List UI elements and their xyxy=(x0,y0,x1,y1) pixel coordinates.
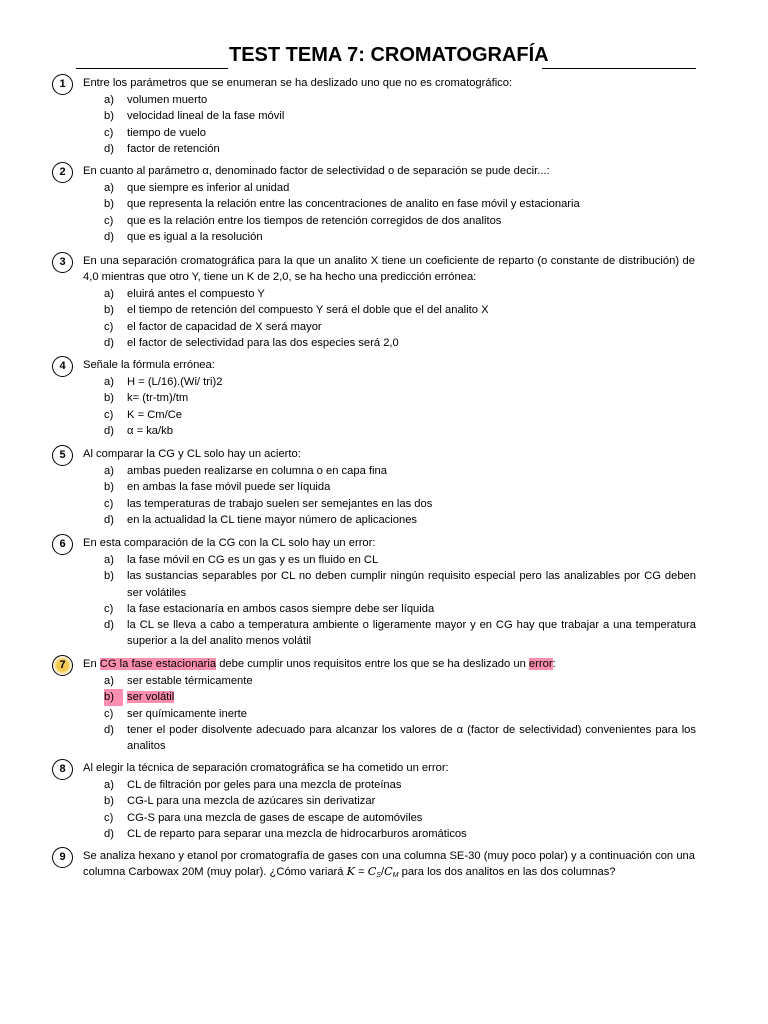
question-stem: En cuanto al parámetro α, denominado factor de selectividad o de separación se pude decir...: xyxy=(83,165,550,177)
question-stem: En una separación cromatográfica para la que un analito X tiene un coeficiente de reparto (o constante de distribución) de 4,0 mientras que otro Y, tiene un K de 2,0, se ha hecho una predicción errónea: xyxy=(83,255,695,284)
option-d: d) α = ka/kb xyxy=(104,424,173,437)
option-a: a) eluirá antes el compuesto Y xyxy=(104,288,265,300)
option-d: d) factor de retención xyxy=(104,142,220,155)
option-d: d) que es igual a la resolución xyxy=(104,230,263,243)
question-number: 8 xyxy=(52,759,73,780)
options-list xyxy=(104,777,696,842)
question-number: 1 xyxy=(52,74,73,95)
question-stem: En CG la fase estacionaria debe cumplir unos requisitos entre los que se ha deslizado un error: xyxy=(83,658,556,670)
option-c: c) el factor de capacidad de X será mayor xyxy=(104,320,322,333)
option-a: a) CL de filtración por geles para una mezcla de proteínas xyxy=(104,779,402,791)
option-b: b) el tiempo de retención del compuesto Y será el doble que el del analito X xyxy=(104,304,489,317)
options-list xyxy=(104,286,696,351)
option-b: b) que representa la relación entre las concentraciones de analito en fase móvil y estacionaria xyxy=(104,198,580,211)
question-stem: Señale la fórmula errónea: xyxy=(83,359,215,371)
option-b: b) CG-L para una mezcla de azúcares sin derivatizar xyxy=(104,795,376,808)
option-c: c) que es la relación entre los tiempos de retención corregidos de dos analitos xyxy=(104,214,502,227)
question-number: 4 xyxy=(52,356,73,377)
options-list xyxy=(104,673,696,754)
formula-k: K xyxy=(346,865,355,879)
option-a: a) volumen muerto xyxy=(104,94,208,106)
option-d: d) CL de reparto para separar una mezcla de hidrocarburos aromáticos xyxy=(104,827,467,840)
option-b: b) en ambas la fase móvil puede ser líquida xyxy=(104,481,331,494)
question-number: 3 xyxy=(52,252,73,273)
option-c: c) ser químicamente inerte xyxy=(104,707,248,720)
question-number: 6 xyxy=(52,534,73,555)
options-list xyxy=(104,552,696,650)
option-c: c) tiempo de vuelo xyxy=(104,126,206,139)
highlight-option-b: ser volátil xyxy=(127,691,175,704)
page-title xyxy=(76,44,696,70)
option-c: c) las temperaturas de trabajo suelen ser semejantes en las dos xyxy=(104,497,433,510)
title-text: TEST TEMA 7: CROMATOGRAFÍA xyxy=(229,44,549,66)
options-list xyxy=(104,374,696,439)
question-stem: Al comparar la CG y CL solo hay un acierto: xyxy=(83,448,301,460)
option-a: a) ser estable térmicamente xyxy=(104,675,253,687)
option-a: a) H = (L/16).(Wi/ tri)2 xyxy=(104,376,223,388)
question-number: 9 xyxy=(52,847,73,868)
option-d: d) el factor de selectividad para las dos especies será 2,0 xyxy=(104,336,399,349)
question-number: 5 xyxy=(52,445,73,466)
option-a: a) que siempre es inferior al unidad xyxy=(104,182,290,194)
question-stem: En esta comparación de la CG con la CL solo hay un error: xyxy=(83,537,376,549)
option-c: c) CG-S para una mezcla de gases de escape de automóviles xyxy=(104,811,423,824)
title-underline-left xyxy=(76,68,228,69)
option-b: b) velocidad lineal de la fase móvil xyxy=(104,110,285,123)
options-list xyxy=(104,92,696,157)
option-b: b) las sustancias separables por CL no deben cumplir ningún requisito especial pero las analizables por CG deben ser volátiles xyxy=(104,570,696,599)
option-c: c) K = Cm/Ce xyxy=(104,408,183,421)
option-c: c) la fase estacionaría en ambos casos siempre debe ser líquida xyxy=(104,602,435,615)
option-d: d) en la actualidad la CL tiene mayor número de aplicaciones xyxy=(104,513,418,526)
question-number: 7 xyxy=(52,655,73,676)
highlight-error: error xyxy=(528,658,553,670)
question-number: 2 xyxy=(52,162,73,183)
option-d: d) tener el poder disolvente adecuado para alcanzar los valores de α (factor de selectividad) convenientes para los analitos xyxy=(104,723,696,753)
question-stem: Se analiza hexano y etanol por cromatografía de gases con una columna SE-30 (muy poco polar) y a continuación con una columna Carbowax 20M (muy polar). ¿Cómo variará $K = C_S/C_M$ para los dos analitos en las dos columnas? xyxy=(83,850,695,880)
question-stem: Entre los parámetros que se enumeran se ha deslizado uno que no es cromatográfico: xyxy=(83,77,513,89)
option-a: a) ambas pueden realizarse en columna o en capa fina xyxy=(104,465,387,477)
option-d: d) la CL se lleva a cabo a temperatura ambiente o ligeramente mayor y en CG hay que trabajar a una temperatura superior a la del analito menos volátil xyxy=(104,619,696,648)
highlight-fase-estacionaria: CG la fase estacionaria xyxy=(99,658,217,670)
option-b: b) k= (tr-tm)/tm xyxy=(104,392,189,405)
title-underline-right xyxy=(542,68,696,69)
options-list xyxy=(104,463,696,528)
options-list xyxy=(104,180,696,245)
question-stem: Al elegir la técnica de separación cromatográfica se ha cometido un error: xyxy=(83,762,449,774)
option-b: b) ser volátil xyxy=(104,689,696,705)
option-a: a) la fase móvil en CG es un gas y es un fluido en CL xyxy=(104,554,379,566)
